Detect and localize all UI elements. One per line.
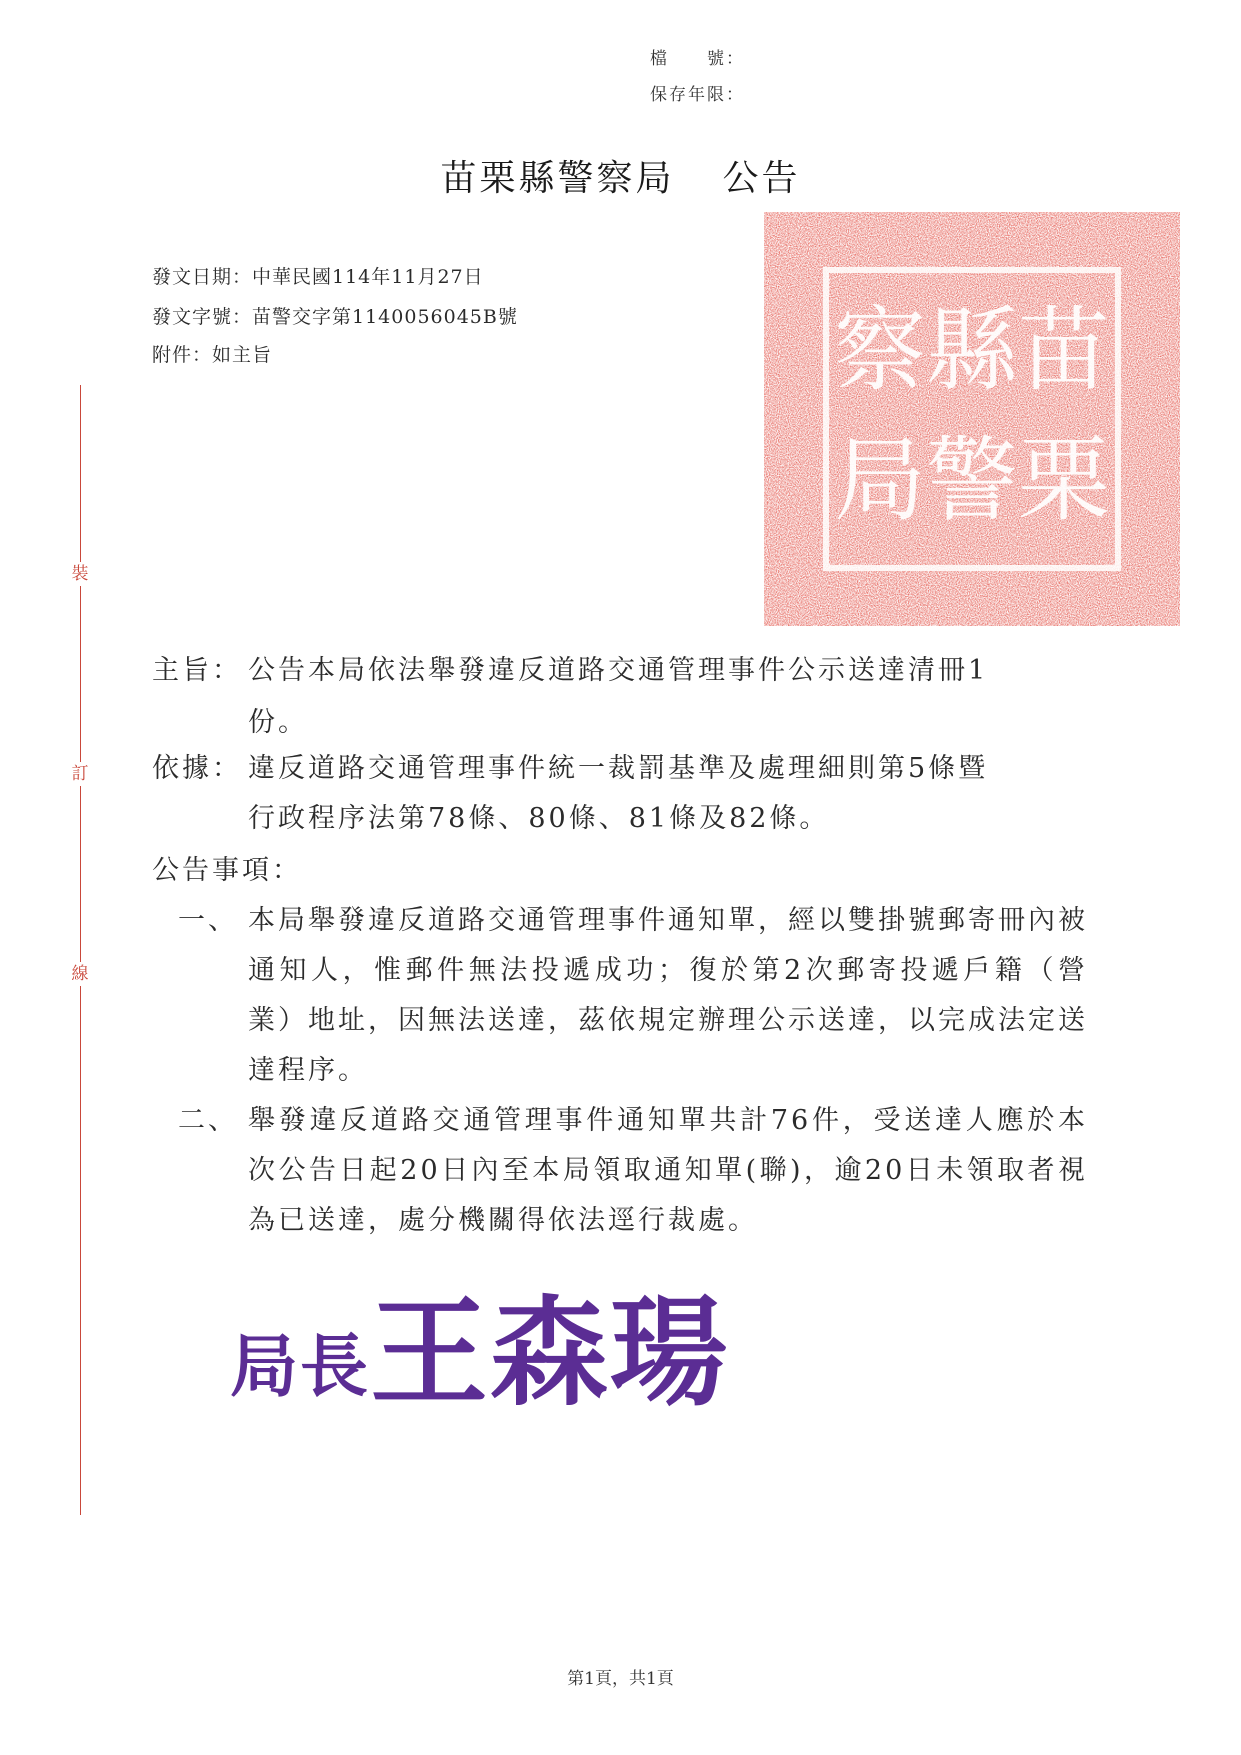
document-title — [0, 150, 1241, 201]
seal-glyph: 栗 — [1017, 427, 1111, 534]
director-title: 局長 — [230, 1327, 371, 1407]
notice-item-text: 本局舉發違反道路交通管理事件通知單，經以雙掛號郵寄冊內被通知人，惟郵件無法投遞成功；復於第2次郵寄投遞戶籍（營業）地址，因無法送達，茲依規定辦理公示送達，以完成法定送達程序。 — [248, 905, 1088, 1086]
file-number-label: 檔 號： — [650, 49, 745, 69]
document-type: 公告 — [722, 158, 801, 199]
director-signature-stamp — [230, 1278, 730, 1428]
attachment: 附件：如主旨 — [152, 344, 273, 366]
page-number: 第1頁，共1頁 — [567, 1669, 674, 1689]
subject-line: 公告本局依法舉發違反道路交通管理事件公示送達清冊1 — [248, 655, 989, 686]
basis-line: 違反道路交通管理事件統一裁罰基準及處理細則第5條暨 — [248, 753, 989, 784]
subject-line: 份。 — [248, 707, 308, 738]
retention-period-label: 保存年限： — [650, 85, 745, 105]
seal-glyph: 縣 — [925, 297, 1019, 404]
basis-line: 行政程序法第78條、80條、81條及82條。 — [248, 803, 830, 834]
notice-item-text: 舉發違反道路交通管理事件通知單共計76件，受送達人應於本次公告日起20日內至本局領取通知單(聯)，逾20日未領取者視為已送達，處分機關得依法逕行裁處。 — [248, 1105, 1088, 1236]
binding-mark: 訂 — [68, 762, 92, 786]
notice-item-number: 一、 — [178, 905, 238, 936]
binding-line — [80, 385, 81, 1515]
issue-date: 發文日期：中華民國114年11月27日 — [152, 266, 484, 288]
seal-glyph: 警 — [925, 427, 1019, 534]
basis-label: 依據： — [152, 753, 242, 784]
binding-mark: 線 — [68, 962, 92, 986]
seal-glyph: 局 — [833, 427, 927, 534]
seal-glyph: 苗 — [1017, 297, 1111, 404]
binding-mark: 裝 — [68, 562, 92, 586]
issue-number: 發文字號：苗警交字第1140056045B號 — [152, 306, 518, 328]
seal-glyph: 察 — [833, 297, 927, 404]
official-seal — [764, 212, 1180, 626]
notice-label: 公告事項： — [152, 855, 302, 886]
notice-item-number: 二、 — [178, 1105, 238, 1136]
agency-name: 苗栗縣警察局 — [440, 158, 675, 199]
director-name: 王森瑒 — [370, 1283, 731, 1422]
subject-label: 主旨： — [152, 655, 242, 686]
